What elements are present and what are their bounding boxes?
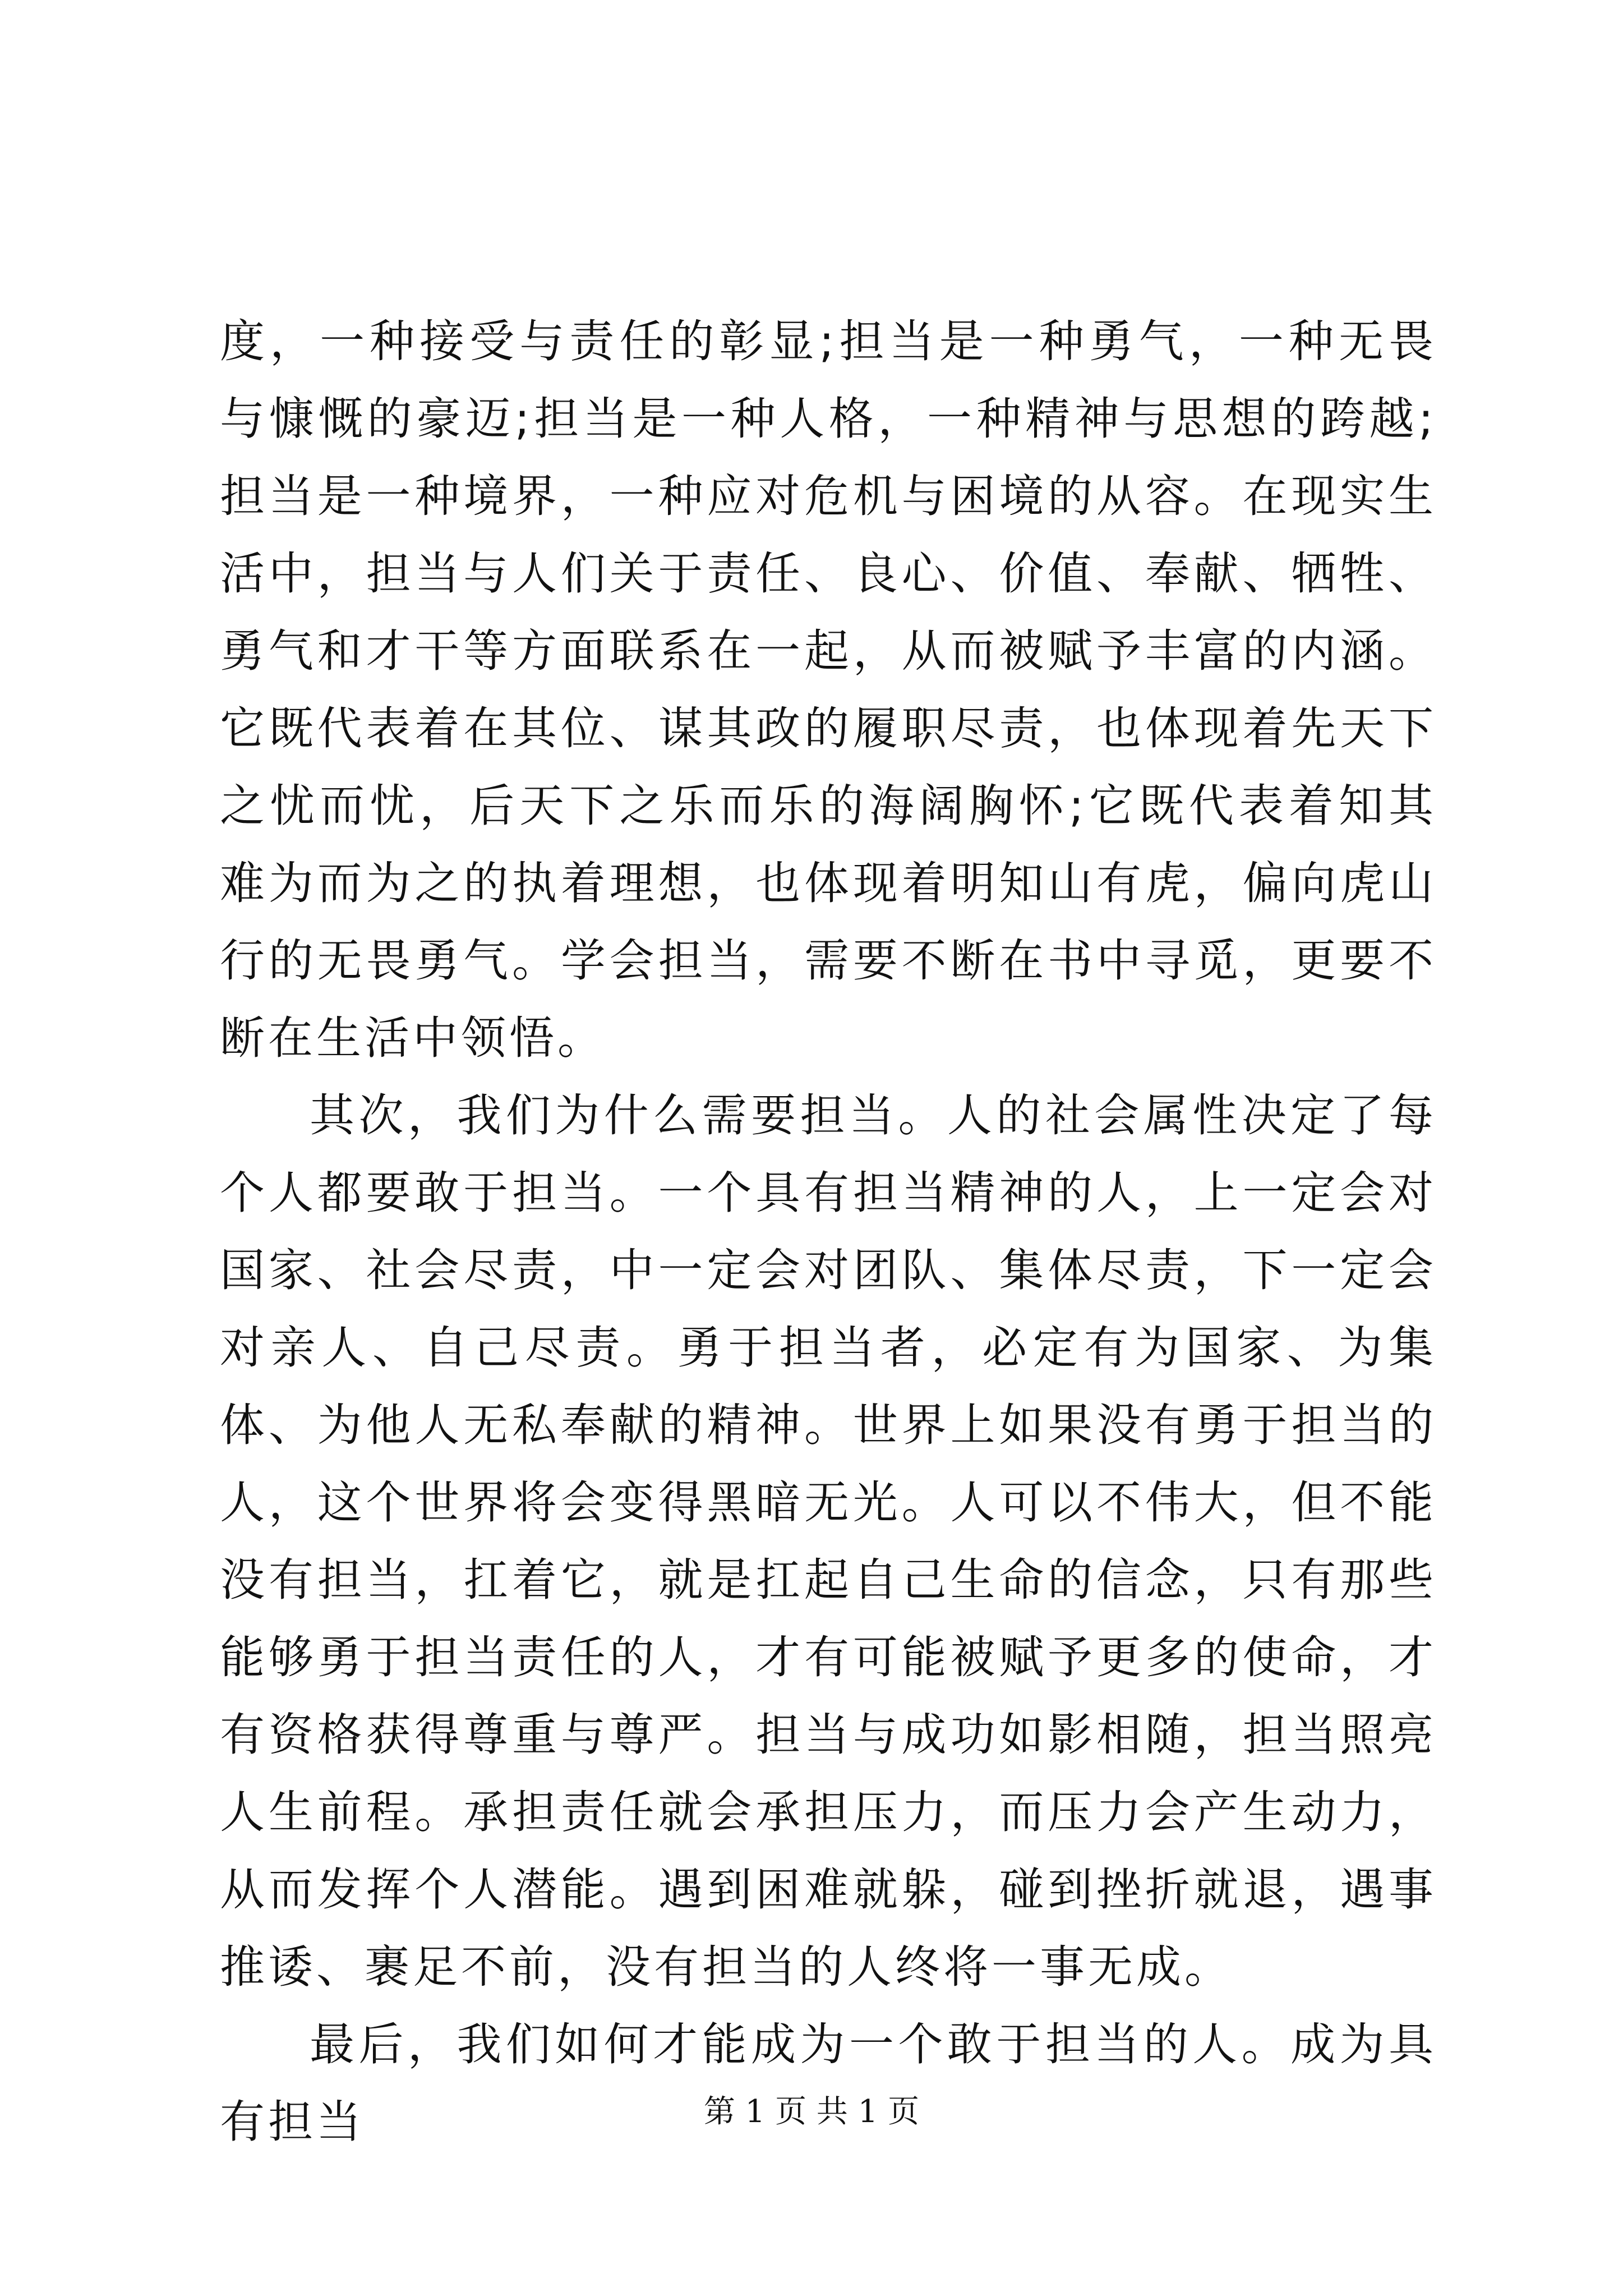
- page-number-label: 第 1 页 共 1 页: [703, 2093, 920, 2130]
- page-footer: [0, 2087, 1623, 2132]
- paragraph-2: 其次，我们为什么需要担当。人的社会属性决定了每个人都要敢于担当。一个具有担当精神的人，上一定会对国家、社会尽责，中一定会对团队、集体尽责，下一定会对亲人、自己尽责。勇于担当者，必定有为国家、为集体、为他人无私奉献的精神。世界上如果没有勇于担当的人，这个世界将会变得黑暗无光。人可以不伟大，但不能没有担当，扛着它，就是扛起自己生命的信念，只有那些能够勇于担当责任的人，才有可能被赋予更多的使命，才有资格获得尊重与尊严。担当与成功如影相随，担当照亮人生前程。承担责任就会承担压力，而压力会产生动力，从而发挥个人潜能。遇到困难就躲，碰到挫折就退，遇事推诿、裹足不前，没有担当的人终将一事无成。: [220, 1089, 1437, 1993]
- body-text: [220, 303, 1437, 2161]
- paragraph-1: 度，一种接受与责任的彰显;担当是一种勇气，一种无畏与慷慨的豪迈;担当是一种人格，一种精神与思想的跨越;担当是一种境界，一种应对危机与困境的从容。在现实生活中，担当与人们关于责任、良心、价值、奉献、牺牲、勇气和才干等方面联系在一起，从而被赋予丰富的内涵。它既代表着在其位、谋其政的履职尽责，也体现着先天下之忧而忧，后天下之乐而乐的海阔胸怀;它既代表着知其难为而为之的执着理想，也体现着明知山有虎，偏向虎山行的无畏勇气。学会担当，需要不断在书中寻觅，更要不断在生活中领悟。: [220, 315, 1437, 1064]
- paragraph-3: 最后，我们如何才能成为一个敢于担当的人。成为具有担当: [220, 2018, 1437, 2148]
